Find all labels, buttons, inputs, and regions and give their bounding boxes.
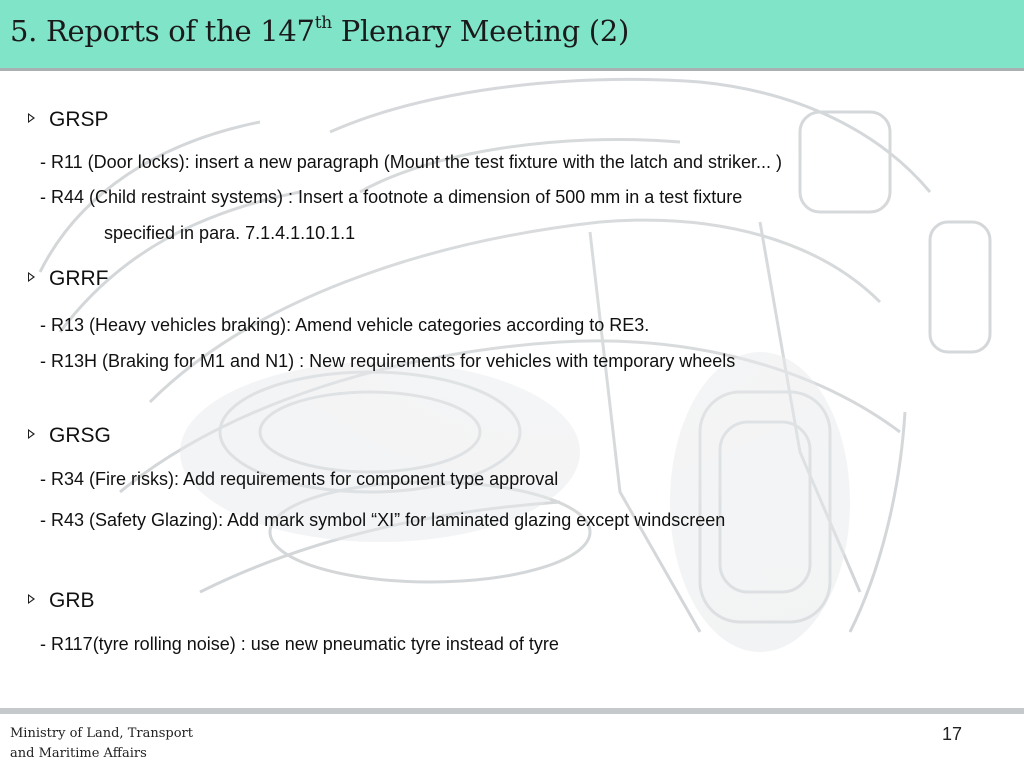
page-number: 17 (942, 724, 963, 744)
list-item: - R117(tyre rolling noise) : use new pneumatic tyre instead of tyre (40, 634, 559, 654)
arrow-bullet-icon (28, 429, 35, 439)
list-item: - R34 (Fire risks): Add requirements for component type approval (40, 469, 559, 489)
list-item: - R43 (Safety Glazing): Add mark symbol “XI” for laminated glazing except windscreen (40, 510, 726, 530)
footer-organization (10, 724, 193, 764)
arrow-bullet-icon (28, 113, 35, 123)
section-heading-grsp (28, 108, 109, 134)
title-superscript: th (314, 13, 332, 34)
title-main: 5. Reports of the 147 (10, 14, 315, 48)
heading-label: GRRF (49, 267, 109, 290)
section-heading-grb (28, 589, 95, 615)
org-line-1: Ministry of Land, Transport (10, 726, 193, 741)
title-rest: Plenary Meeting (2) (331, 14, 629, 48)
footer-divider (0, 708, 1024, 714)
list-item: - R13H (Braking for M1 and N1) : New requirements for vehicles with temporary wheels (40, 351, 736, 371)
list-item-continuation: specified in para. 7.1.4.1.10.1.1 (104, 223, 356, 243)
heading-label: GRSG (49, 424, 111, 447)
heading-label: GRSP (49, 108, 109, 131)
list-item: - R13 (Heavy vehicles braking): Amend vehicle categories according to RE3. (40, 315, 650, 335)
heading-label: GRB (49, 589, 95, 612)
section-heading-grrf (28, 267, 109, 293)
list-item: - R44 (Child restraint systems) : Insert a footnote a dimension of 500 mm in a test fixture (40, 187, 743, 207)
org-line-2: and Maritime Affairs (10, 746, 147, 761)
list-item: - R11 (Door locks): insert a new paragraph (Mount the test fixture with the latch and striker... ) (40, 152, 782, 172)
arrow-bullet-icon (28, 272, 35, 282)
arrow-bullet-icon (28, 594, 35, 604)
section-heading-grsg (28, 424, 111, 450)
